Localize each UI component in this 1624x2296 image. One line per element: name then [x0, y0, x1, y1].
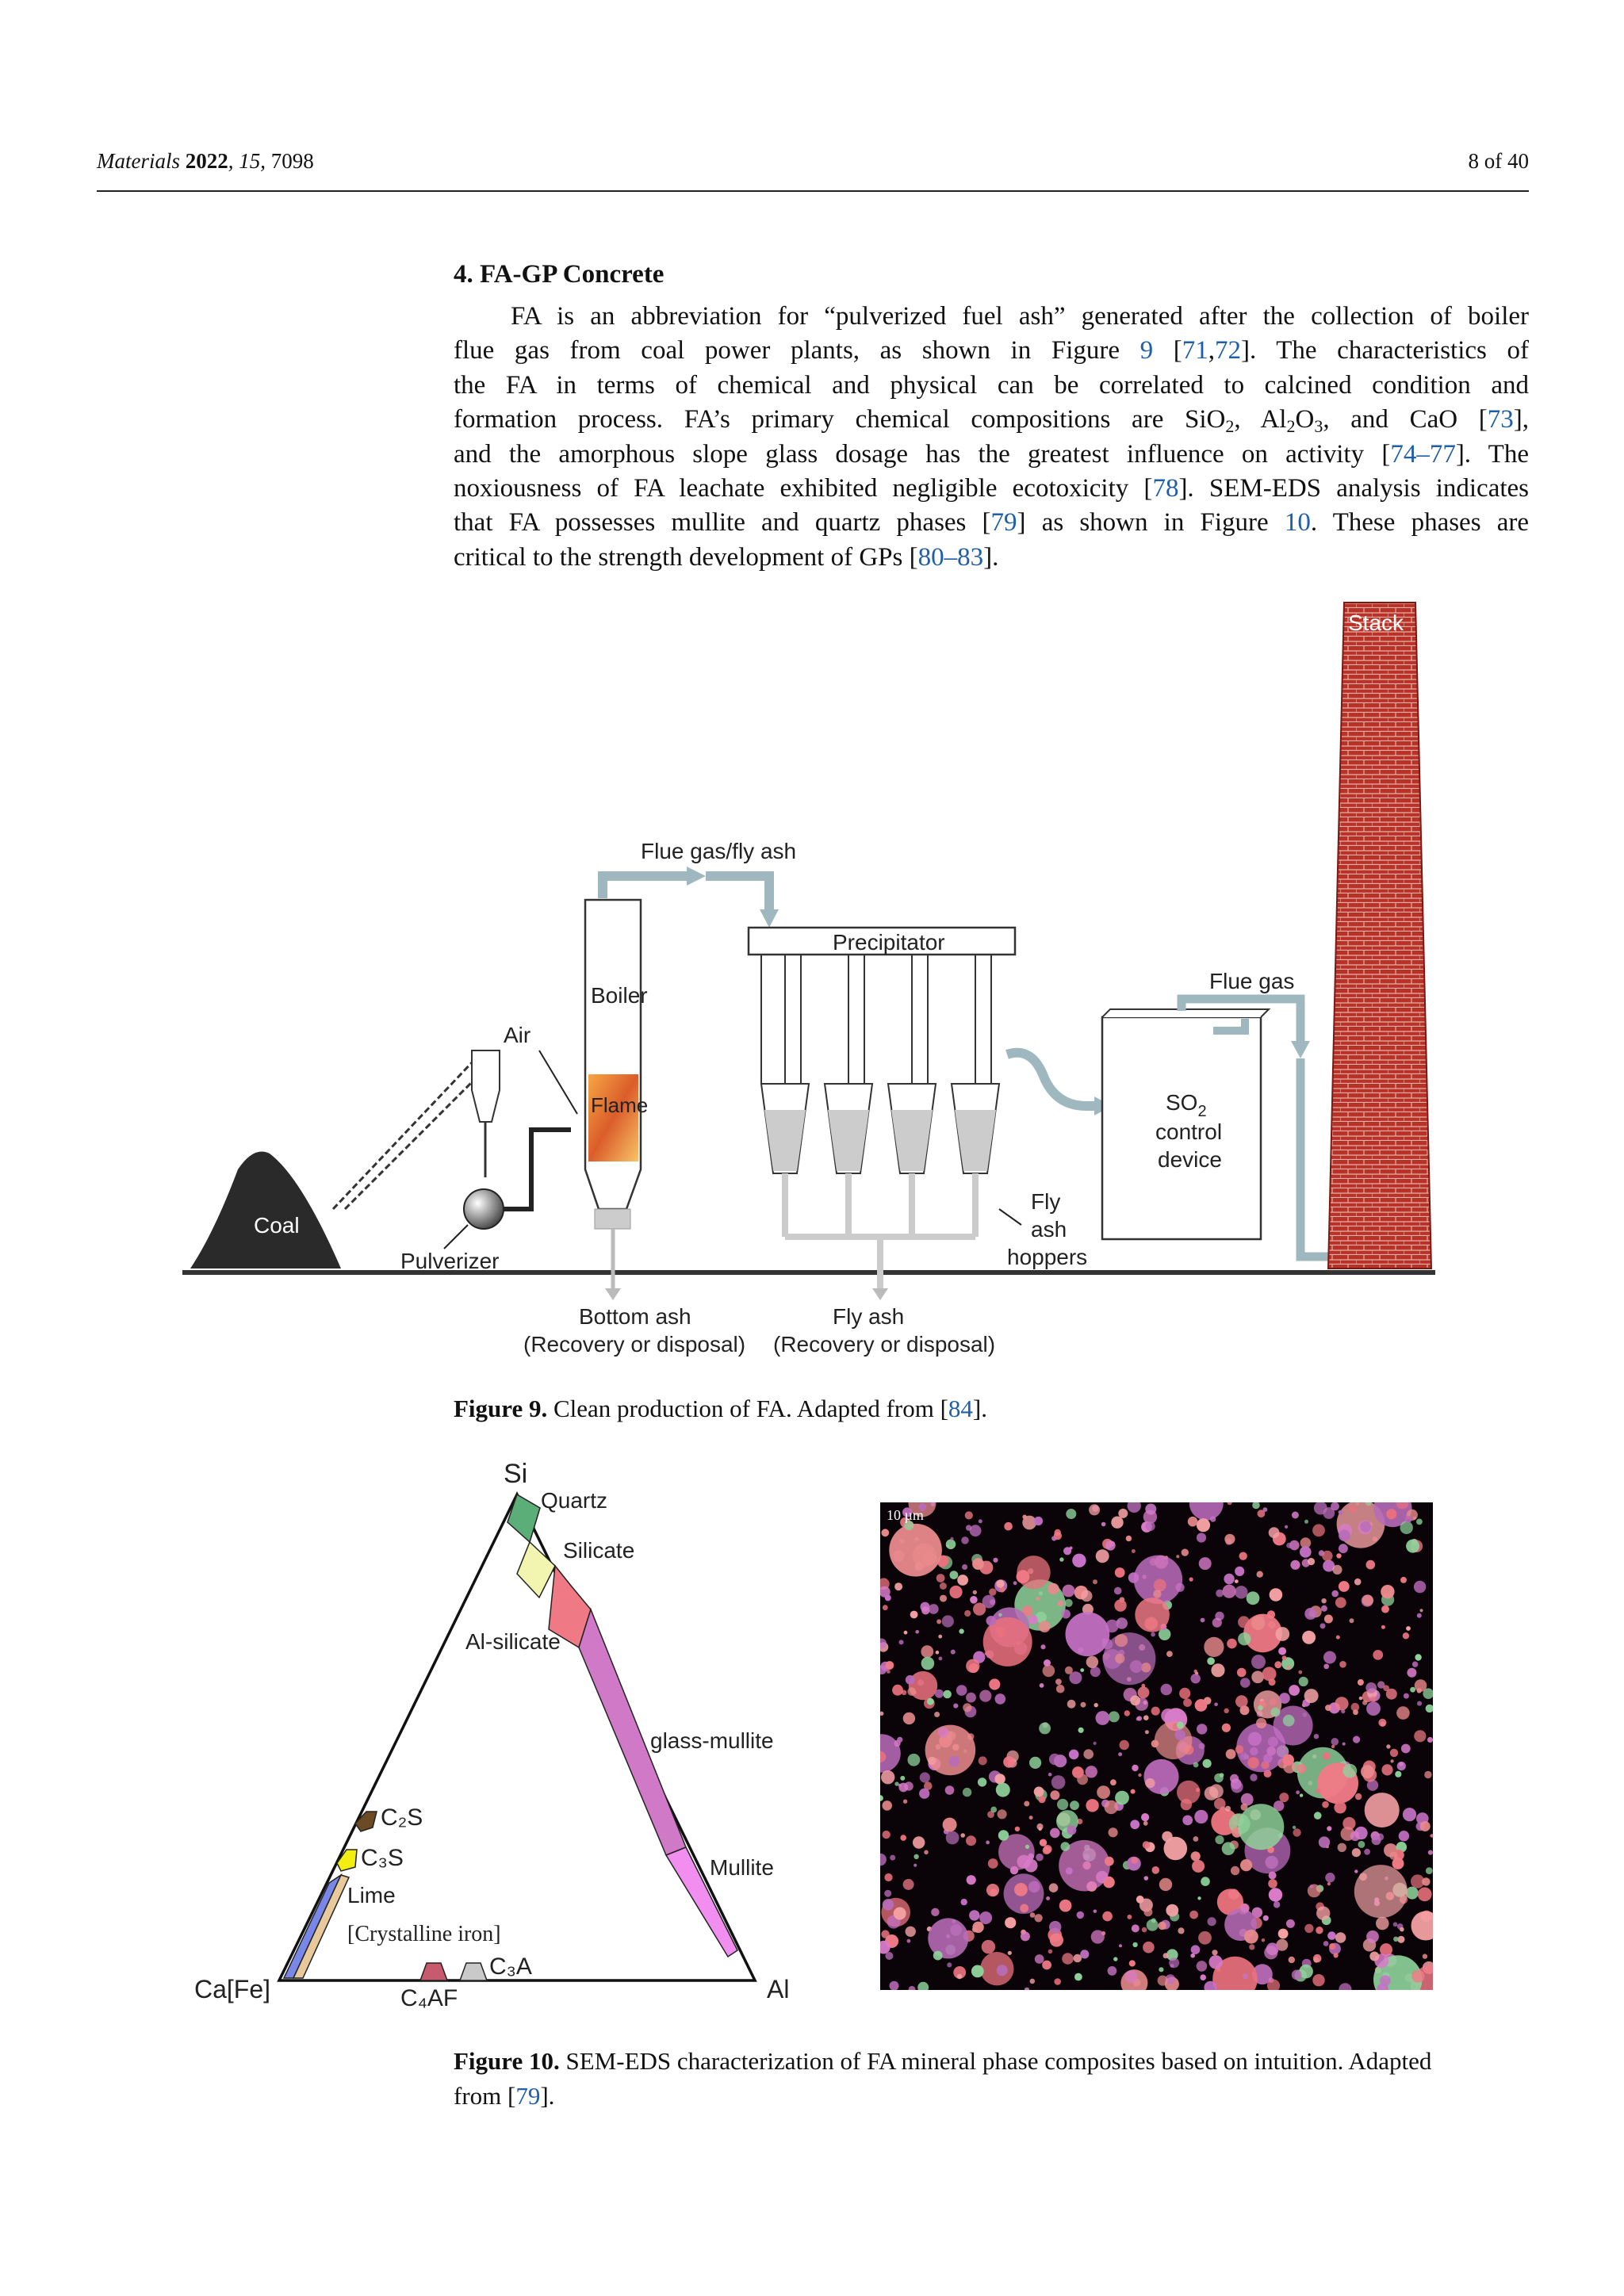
citation-link[interactable]: 80–83: [917, 542, 984, 572]
boiler-label: Boiler: [591, 983, 648, 1008]
citation-link[interactable]: 71: [1182, 336, 1208, 365]
precipitator-label: Precipitator: [833, 930, 945, 955]
figure-10-sem-eds-map: [880, 1502, 1433, 1990]
mullite-label: Mullite: [710, 1855, 774, 1880]
fly-ash-sub-label: (Recovery or disposal): [773, 1332, 996, 1357]
pulverizer-label: Pulverizer: [400, 1249, 500, 1273]
quartz-label: Quartz: [541, 1488, 608, 1513]
page-number: 8 of 40: [1468, 149, 1529, 173]
hoppers-label: hoppers: [1007, 1245, 1088, 1269]
c3a-label: C₃A: [489, 1954, 532, 1980]
ca-fe-vertex-label: Ca[Fe]: [194, 1975, 271, 2003]
boiler: [585, 900, 641, 1209]
header-rule: [97, 190, 1529, 192]
body-paragraph: FA is an abbreviation for “pulverized fuel ash” generated after the collection of boiler flue gas from coal power plants, as shown in Figure 9 [71,72]. The characteristics of the FA in terms of chemical and physical can be correlated to calcined condition and formation process. FA’s primary chemical compositions are SiO$_2$, $Al_2O_3$, and CaO [73], and the amorphous slope glass dosage has the greatest influence on activity [74–77]. The noxiousness of FA leachate exhibited negligible ecotoxicity [78]. SEM-EDS analysis indicates that FA possesses mullite and quartz phases [79] as shown in Figure 10. These phases are critical to the strength development of GPs [80–83].: [454, 302, 1529, 572]
figure-9-caption: Figure 9. Clean production of FA. Adapted from [84].: [454, 1395, 987, 1422]
c4af-label: C₄AF: [400, 1985, 458, 2011]
c3s-label: C₃S: [361, 1845, 404, 1871]
ash-label: ash: [1031, 1217, 1067, 1242]
journal-citation: Materials 2022, 15, 7098: [97, 149, 314, 173]
c3s-marker: [337, 1850, 357, 1871]
bottom-ash-label: Bottom ash: [579, 1304, 691, 1329]
so2-label: $SO_2$: [1166, 1090, 1207, 1120]
figure-link[interactable]: 10: [1284, 508, 1311, 538]
ground-line: [182, 1270, 1435, 1275]
fly-label: Fly: [1031, 1189, 1061, 1214]
coal-pile: [190, 1152, 341, 1269]
si-vertex-label: Si: [504, 1459, 528, 1489]
flue-gas-fly-ash-label: Flue gas/fly ash: [641, 839, 797, 863]
flame-label: Flame: [591, 1093, 649, 1117]
sem-scale-bar: 10 µm: [887, 1507, 924, 1523]
lime-label: Lime: [347, 1883, 396, 1908]
crystalline-iron-label: [Crystalline iron]: [347, 1922, 501, 1946]
figure-10-ternary-diagram: [182, 1459, 817, 2014]
figure-10-caption: Figure 10. SEM-EDS characterization of FA mineral phase composites based on intuition. Adapted from [79].: [454, 2047, 1432, 2110]
so2-control-label: control: [1155, 1119, 1223, 1144]
sem-eds-particles: [880, 1502, 1433, 1990]
c2s-label: C₂S: [381, 1804, 423, 1831]
bottom-ash-sub-label: (Recovery or disposal): [523, 1332, 746, 1357]
cyclone: [472, 1050, 500, 1122]
al-vertex-label: Al: [767, 1975, 790, 2003]
so2-device-label: device: [1158, 1147, 1222, 1172]
citation-link[interactable]: 79: [990, 508, 1017, 538]
citation-link[interactable]: 78: [1152, 474, 1179, 503]
glass-mullite-label: glass-mullite: [650, 1728, 774, 1753]
pulverizer: [464, 1189, 504, 1229]
citation-link[interactable]: 74–77: [1390, 439, 1456, 469]
citation-link[interactable]: 72: [1214, 336, 1241, 365]
flue-gas-label: Flue gas: [1209, 969, 1295, 993]
citation-link[interactable]: 73: [1487, 405, 1514, 434]
conveyor: [333, 1058, 488, 1209]
section-title: 4. FA-GP Concrete: [454, 260, 665, 289]
figure-link[interactable]: 9: [1139, 336, 1154, 365]
page-header: [97, 149, 1529, 181]
stack-label: Stack: [1348, 610, 1404, 635]
figure-9-diagram: [182, 599, 1443, 1360]
citation-link[interactable]: 84: [948, 1395, 973, 1422]
air-label: Air: [504, 1023, 531, 1047]
coal-label: Coal: [254, 1213, 300, 1238]
al-silicate-label: Al-silicate: [465, 1629, 561, 1654]
silicate-label: Silicate: [563, 1538, 635, 1563]
citation-link[interactable]: 79: [515, 2082, 541, 2110]
flame: [588, 1074, 638, 1161]
fly-ash-label: Fly ash: [833, 1304, 905, 1329]
stack: [1328, 603, 1431, 1269]
